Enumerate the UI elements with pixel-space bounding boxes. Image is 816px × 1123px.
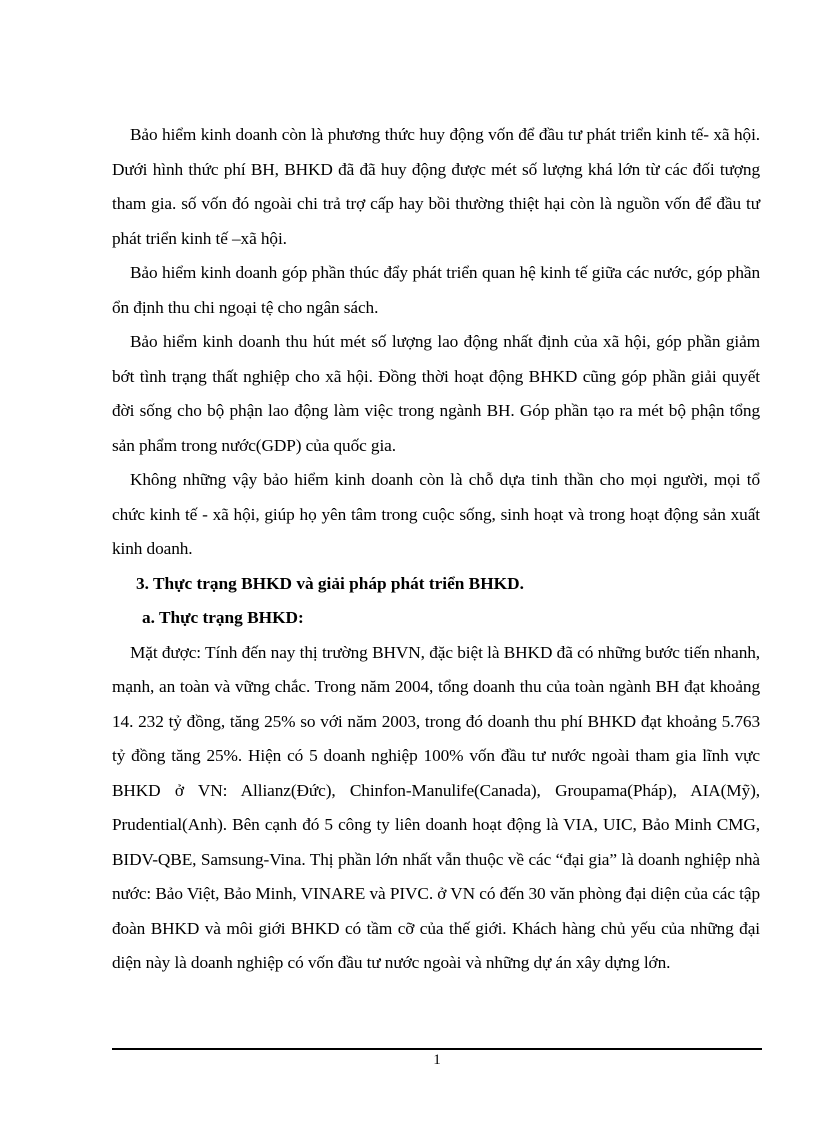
paragraph-capital-mobilization: Bảo hiểm kinh doanh còn là phương thức huy động vốn để đầu tư phát triển kinh tế- xã hội. Dưới hình thức phí BH, BHKD đã đã huy động được mét số lượng khá lớn từ các đối tượng tham gia. số vốn đó ngoài chi trả trợ cấp hay bồi thường thiệt hại còn là nguồn vốn để đầu tư phát triển kinh tế –xã hội.: [112, 125, 760, 248]
page-content: [112, 118, 760, 981]
paragraph-employment: Bảo hiểm kinh doanh thu hút mét số lượng lao động nhất định của xã hội, góp phần giảm bớt tình trạng thất nghiệp cho xã hội. Đồng thời hoạt động BHKD cũng góp phần giải quyết đời sống cho bộ phận lao động làm việc trong ngành BH. Góp phần tạo ra mét bộ phận tổng sản phẩm trong nước(GDP) của quốc gia.: [112, 332, 760, 455]
paragraph-spiritual-support: Không những vậy bảo hiểm kinh doanh còn là chỗ dựa tinh thần cho mọi người, mọi tổ chức kinh tế - xã hội, giúp họ yên tâm trong cuộc sống, sinh hoạt và trong hoạt động sản xuất kinh doanh.: [112, 470, 760, 558]
section-heading: 3. Thực trạng BHKD và giải pháp phát triển BHKD.: [136, 573, 524, 593]
paragraph-current-state: Mặt được: Tính đến nay thị trường BHVN, đặc biệt là BHKD đã có những bước tiến nhanh, mạnh, an toàn và vững chắc. Trong năm 2004, tổng doanh thu của toàn ngành BH đạt khoảng 14. 232 tỷ đồng, tăng 25% so với năm 2003, trong đó doanh thu phí BHKD đạt khoảng 5.763 tỷ đồng tăng 25%. Hiện có 5 doanh nghiệp 100% vốn đầu tư nước ngoài tham gia lĩnh vực BHKD ở VN: Allianz(Đức), Chinfon-Manulife(Canada), Groupama(Pháp), AIA(Mỹ), Prudential(Anh). Bên cạnh đó 5 công ty liên doanh hoạt động là VIA, UIC, Bảo Minh CMG, BIDV-QBE, Samsung-Vina. Thị phần lớn nhất vẫn thuộc về các “đại gia” là doanh nghiệp nhà nước: Bảo Việt, Bảo Minh, VINARE và PIVC. ở VN có đến 30 văn phòng đại diện của các tập đoàn BHKD và môi giới BHKD có tầm cỡ của thế giới. Khách hàng chủ yếu của những đại diện này là doanh nghiệp có vốn đầu tư nước ngoài và những dự án xây dựng lớn.: [112, 642, 760, 972]
page-number: 1: [433, 1052, 441, 1068]
footer-divider: [112, 1048, 762, 1050]
sub-heading: a. Thực trạng BHKD:: [142, 608, 304, 627]
paragraph-economic-relations: Bảo hiểm kinh doanh góp phần thúc đẩy phát triển quan hệ kinh tế giữa các nước, góp phần ổn định thu chi ngoại tệ cho ngân sách.: [112, 263, 760, 317]
